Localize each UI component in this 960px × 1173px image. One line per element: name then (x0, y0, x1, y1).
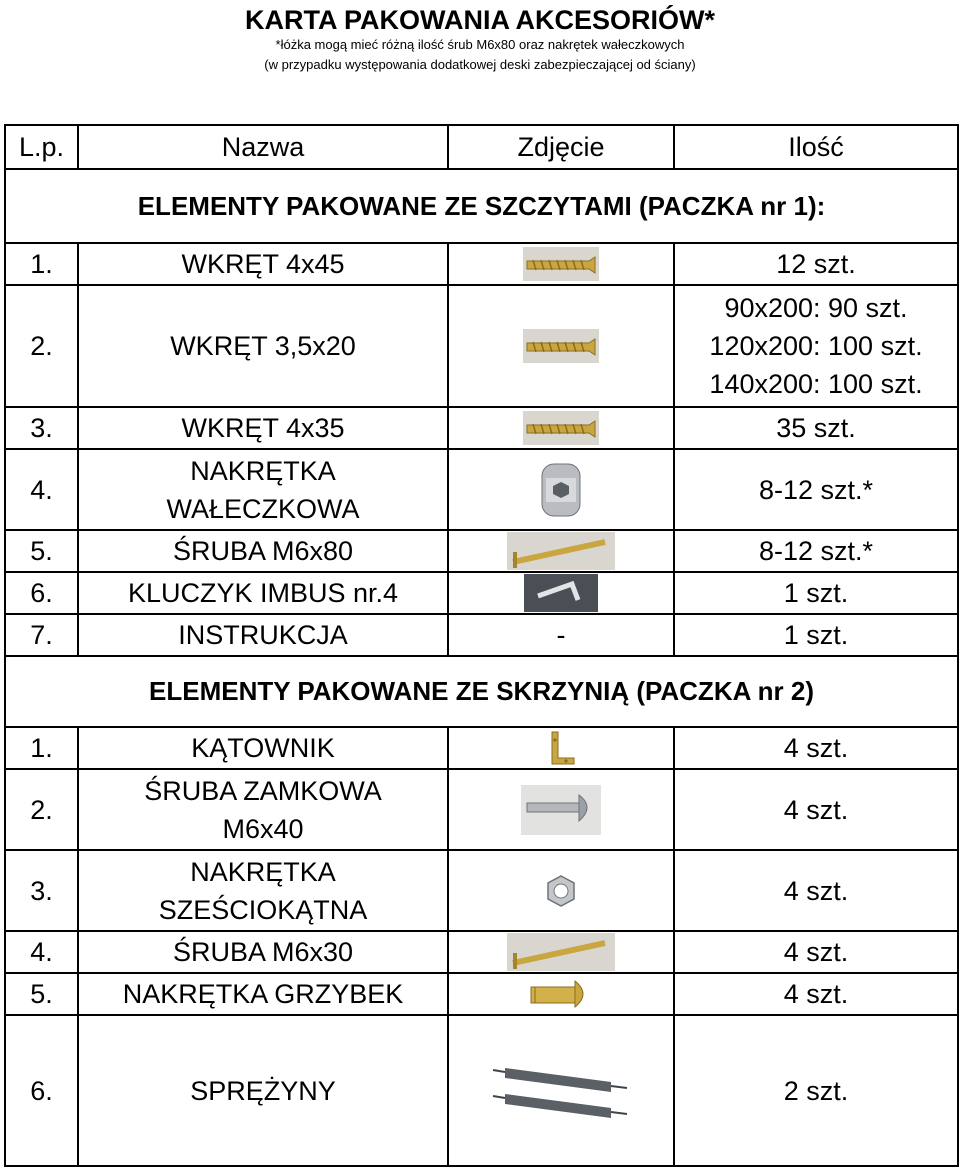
row-photo (449, 851, 675, 930)
row-qty: 1 szt. (675, 573, 959, 613)
row-photo (449, 974, 675, 1014)
name-line: NAKRĘTKA (190, 455, 336, 486)
row-photo (449, 573, 675, 613)
row-photo (449, 1016, 675, 1165)
table-row (6, 1016, 959, 1167)
row-photo (449, 450, 675, 529)
row-qty: 4 szt. (675, 974, 959, 1014)
screw-icon (523, 411, 599, 445)
table-row (6, 244, 959, 286)
table-row (6, 974, 959, 1016)
angle-bracket-icon (546, 730, 576, 766)
table-row (6, 450, 959, 531)
row-lp: 5. (6, 531, 79, 571)
cap-nut-icon (529, 975, 593, 1013)
table-row (6, 728, 959, 770)
table-row (6, 408, 959, 450)
table-row (6, 932, 959, 974)
qty-line: 120x200: 100 szt. (709, 331, 923, 361)
row-photo (449, 770, 675, 849)
row-photo: - (449, 615, 675, 655)
qty-line: 90x200: 90 szt. (724, 293, 908, 323)
row-lp: 3. (6, 408, 79, 448)
row-qty: 8-12 szt.* (675, 531, 959, 571)
table-row (6, 851, 959, 932)
row-lp: 2. (6, 286, 79, 406)
row-name (79, 450, 449, 529)
section-1-header (6, 170, 959, 244)
name-line: ŚRUBA ZAMKOWA (144, 775, 382, 806)
section-2-title: ELEMENTY PAKOWANE ZE SKRZYNIĄ (PACZKA nr 2) (6, 657, 959, 726)
row-lp: 6. (6, 1016, 79, 1165)
row-name: WKRĘT 3,5x20 (79, 286, 449, 406)
bolt-icon (507, 933, 615, 971)
row-lp: 4. (6, 932, 79, 972)
springs-icon (491, 1056, 631, 1126)
table-row (6, 286, 959, 408)
bolt-icon (507, 532, 615, 570)
row-photo (449, 244, 675, 284)
row-lp: 3. (6, 851, 79, 930)
row-photo (449, 728, 675, 768)
table-row (6, 573, 959, 615)
row-photo (449, 932, 675, 972)
row-name: ŚRUBA M6x80 (79, 531, 449, 571)
row-name (79, 851, 449, 930)
row-photo (449, 286, 675, 406)
row-qty: 4 szt. (675, 851, 959, 930)
row-lp: 5. (6, 974, 79, 1014)
allen-key-icon (524, 574, 598, 612)
section-1-title: ELEMENTY PAKOWANE ZE SZCZYTAMI (PACZKA nr 1): (6, 170, 959, 242)
row-qty: 2 szt. (675, 1016, 959, 1165)
page-title: KARTA PAKOWANIA AKCESORIÓW* (245, 5, 715, 35)
row-name: INSTRUKCJA (79, 615, 449, 655)
row-lp: 7. (6, 615, 79, 655)
name-line: M6x40 (222, 813, 304, 844)
carriage-bolt-icon (521, 785, 601, 835)
page-header (0, 0, 960, 75)
row-qty: 35 szt. (675, 408, 959, 448)
row-name (79, 770, 449, 849)
col-header-lp: L.p. (6, 126, 79, 168)
row-qty: 12 szt. (675, 244, 959, 284)
packing-table (4, 124, 959, 1167)
row-lp: 1. (6, 728, 79, 768)
row-qty (675, 286, 959, 406)
row-name: KĄTOWNIK (79, 728, 449, 768)
table-row (6, 531, 959, 573)
row-photo (449, 531, 675, 571)
table-row (6, 615, 959, 657)
name-line: WAŁECZKOWA (166, 493, 360, 524)
hex-nut-icon (544, 874, 578, 908)
screw-icon (523, 247, 599, 281)
header-note-1: *łóżka mogą mieć różną ilość śrub M6x80 oraz nakrętek wałeczkowych (275, 37, 685, 52)
screw-icon (523, 329, 599, 363)
name-line: NAKRĘTKA (190, 856, 336, 887)
col-header-photo: Zdjęcie (449, 126, 675, 168)
row-qty: 8-12 szt.* (675, 450, 959, 529)
qty-line: 140x200: 100 szt. (709, 369, 923, 399)
col-header-name: Nazwa (79, 126, 449, 168)
table-header-row (6, 126, 959, 170)
name-line: SZEŚCIOKĄTNA (158, 894, 368, 925)
section-2-header (6, 657, 959, 728)
header-note-2: (w przypadku występowania dodatkowej deski zabezpieczającej od ściany) (264, 57, 696, 72)
row-photo (449, 408, 675, 448)
row-name: KLUCZYK IMBUS nr.4 (79, 573, 449, 613)
col-header-qty: Ilość (675, 126, 959, 168)
row-qty: 4 szt. (675, 770, 959, 849)
row-name: SPRĘŻYNY (79, 1016, 449, 1165)
row-name: WKRĘT 4x35 (79, 408, 449, 448)
row-name: NAKRĘTKA GRZYBEK (79, 974, 449, 1014)
barrel-nut-icon (538, 460, 584, 520)
table-row (6, 770, 959, 851)
row-qty: 1 szt. (675, 615, 959, 655)
row-qty: 4 szt. (675, 728, 959, 768)
row-lp: 2. (6, 770, 79, 849)
row-qty: 4 szt. (675, 932, 959, 972)
row-name: ŚRUBA M6x30 (79, 932, 449, 972)
row-lp: 1. (6, 244, 79, 284)
row-lp: 4. (6, 450, 79, 529)
row-name: WKRĘT 4x45 (79, 244, 449, 284)
row-lp: 6. (6, 573, 79, 613)
